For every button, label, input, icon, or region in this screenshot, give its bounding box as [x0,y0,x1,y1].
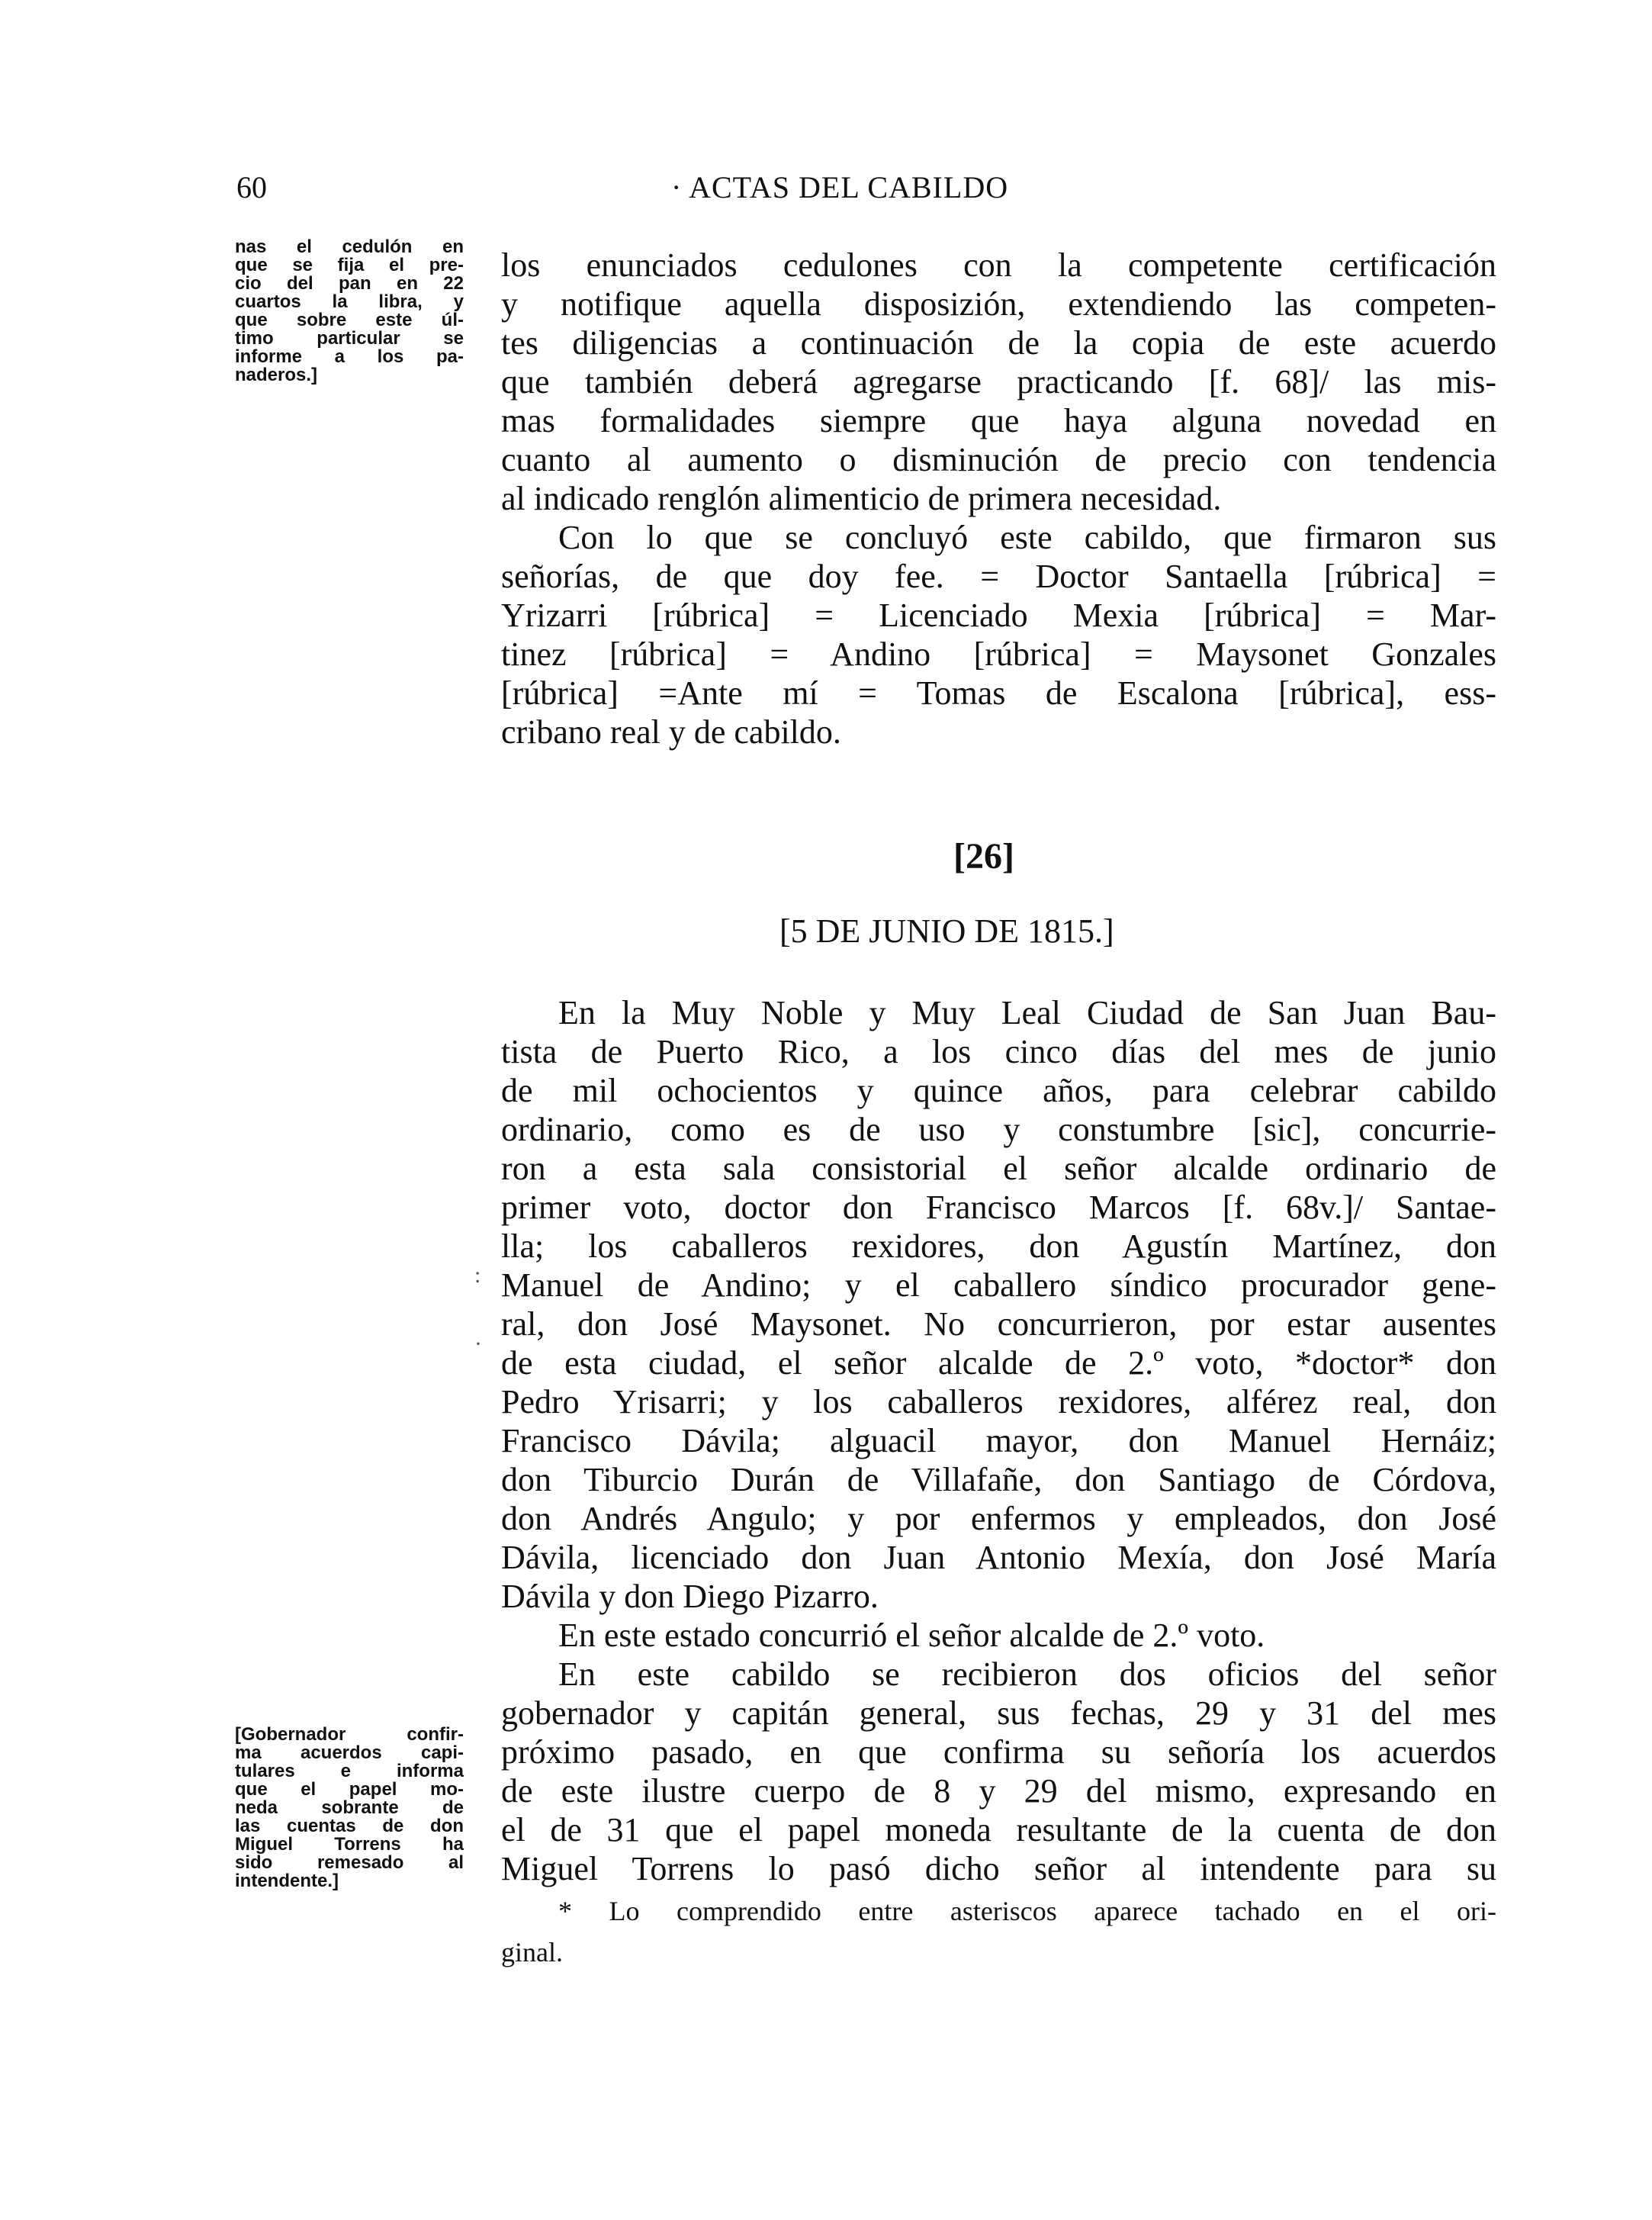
margin-note-line: cuartos la libra, y [235,291,464,312]
text-line: don Tiburcio Durán de Villafañe, don Santiago de Córdova, [501,1461,1496,1498]
text-line: tista de Puerto Rico, a los cinco días del mes de junio [501,1033,1496,1070]
text-line: Pedro Yrisarri; y los caballeros rexidores, alférez real, don [501,1383,1496,1420]
page-number: 60 [236,170,267,204]
text-line: cuanto al aumento o disminución de precio con tendencia [501,441,1496,478]
margin-note-bread-price [235,238,464,384]
margin-note-line: naderos.] [235,365,318,385]
text-line: En este cabildo se recibieron dos oficios del señor [558,1655,1496,1693]
entry-number: [26] [953,836,1014,877]
text-line: primer voto, doctor don Francisco Marcos [f. 68v.]/ Santae- [501,1189,1496,1226]
margin-note-line: tulares e informa [235,1761,464,1781]
text-block-continuation [501,246,1496,751]
footnote [501,1890,1496,1973]
text-line: don Andrés Angulo; y por enfermos y empleados, don José [501,1500,1496,1537]
text-line: Con lo que se concluyó este cabildo, que firmaron sus [558,519,1496,556]
scan-mark: : [474,1263,481,1288]
margin-note-line: neda sobrante de [235,1797,464,1818]
footnote-line: ginal. [501,1937,563,1967]
text-line: Francisco Dávila; alguacil mayor, don Manuel Hernáiz; [501,1422,1496,1459]
text-line: En la Muy Noble y Muy Leal Ciudad de San Juan Bau- [558,994,1496,1031]
margin-note-line: que se fija el pre- [235,255,464,275]
text-line: cribano real y de cabildo. [501,713,841,751]
text-line: que también deberá agregarse practicando [f. 68]/ las mis- [501,363,1496,401]
text-line: los enunciados cedulones con la competente certificación [501,246,1496,284]
margin-note-line: Miguel Torrens ha [235,1834,464,1855]
margin-note-line: nas el cedulón en [235,236,464,257]
text-line: lla; los caballeros rexidores, don Agustín Martínez, don [501,1227,1496,1265]
text-line: de este ilustre cuerpo de 8 y 29 del mismo, expresando en [501,1772,1496,1810]
text-line: Dávila, licenciado don Juan Antonio Mexía, don José María [501,1539,1496,1576]
text-line: Manuel de Andino; y el caballero síndico procurador gene- [501,1266,1496,1304]
text-line: ordinario, como es de uso y constumbre [sic], concurrie- [501,1111,1496,1148]
margin-note-line: intendente.] [235,1871,339,1891]
margin-note-line: timo particular se [235,328,464,349]
margin-note-line: sido remesado al [235,1852,464,1873]
margin-note-governor [235,1726,464,1890]
text-line: y notifique aquella disposizión, extendiendo las competen- [501,285,1496,323]
text-line: gobernador y capitán general, sus fechas, 29 y 31 del mes [501,1694,1496,1732]
text-line: próximo pasado, en que confirma su señoría los acuerdos [501,1733,1496,1771]
footnote-line: * Lo comprendido entre asteriscos aparece tachado en el ori- [558,1896,1496,1926]
text-line: Miguel Torrens lo pasó dicho señor al intendente para su [501,1850,1496,1887]
margin-note-line: [Gobernador confir- [235,1724,464,1745]
margin-note-line: que el papel mo- [235,1779,464,1800]
margin-note-line: ma acuerdos capi- [235,1742,464,1763]
text-line: ron a esta sala consistorial el señor alcalde ordinario de [501,1150,1496,1187]
margin-note-line: cio del pan en 22 [235,273,464,294]
text-line: al indicado renglón alimenticio de primera necesidad. [501,480,1222,517]
text-line: Dávila y don Diego Pizarro. [501,1578,879,1615]
text-line: [rúbrica] =Ante mí = Tomas de Escalona [rúbrica], ess- [501,674,1496,712]
text-line: mas formalidades siempre que haya alguna novedad en [501,402,1496,439]
text-line: Yrizarri [rúbrica] = Licenciado Mexia [rúbrica] = Mar- [501,597,1496,634]
margin-note-line: informe a los pa- [235,346,464,367]
running-header: · ACTAS DEL CABILDO [671,170,1009,204]
text-line: señorías, de que doy fee. = Doctor Santaella [rúbrica] = [501,558,1496,595]
text-line: tinez [rúbrica] = Andino [rúbrica] = Maysonet Gonzales [501,635,1496,673]
text-line: En este estado concurrió el señor alcalde de 2.º voto. [558,1617,1265,1654]
margin-note-line: las cuentas de don [235,1816,464,1836]
text-line: de mil ochocientos y quince años, para celebrar cabildo [501,1072,1496,1109]
text-line: el de 31 que el papel moneda resultante de la cuenta de don [501,1811,1496,1848]
scan-mark: · [474,1331,482,1356]
text-block-session [501,993,1496,1888]
text-line: de esta ciudad, el señor alcalde de 2.º voto, *doctor* don [501,1344,1496,1382]
margin-note-line: que sobre este úl- [235,310,464,330]
text-line: tes diligencias a continuación de la copia de este acuerdo [501,324,1496,362]
text-line: ral, don José Maysonet. No concurrieron, por estar ausentes [501,1305,1496,1343]
entry-date: [5 DE JUNIO DE 1815.] [779,912,1114,950]
